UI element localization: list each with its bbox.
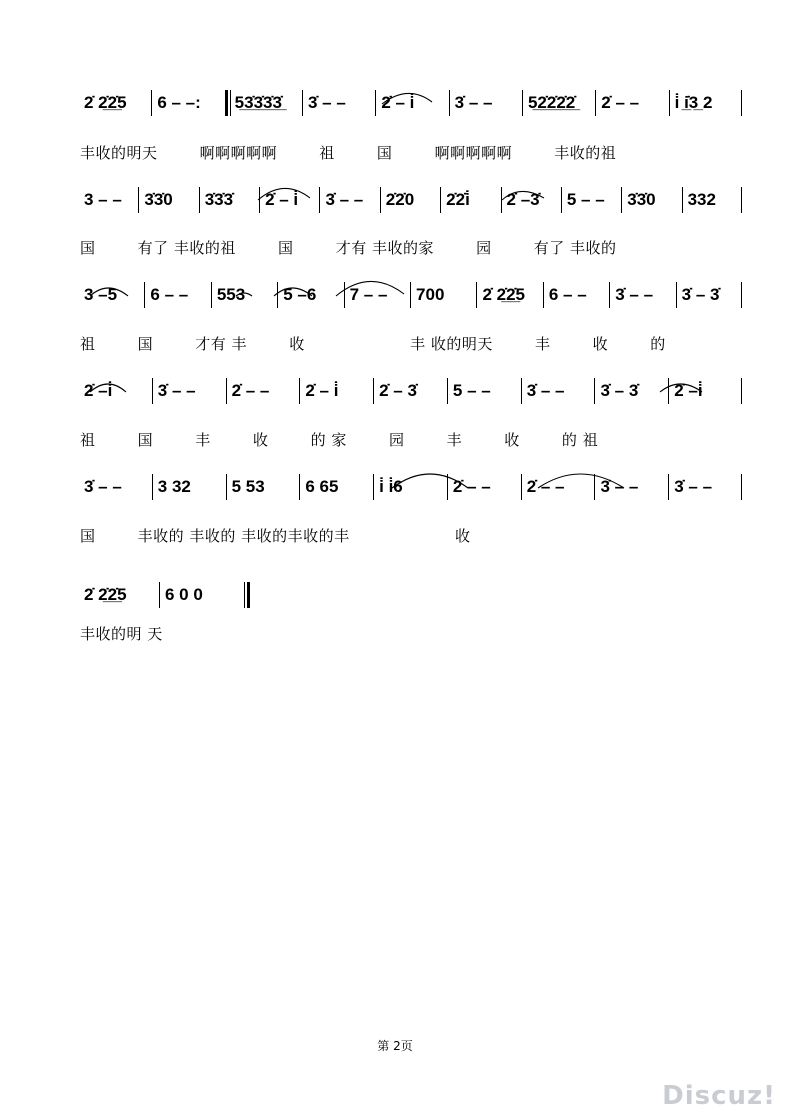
measure: 7 – – bbox=[344, 280, 410, 308]
notation-system-1 bbox=[80, 86, 742, 116]
measure: 2̇2̇i̇ bbox=[440, 185, 500, 213]
final-barline bbox=[244, 582, 250, 608]
measure: 3̇ – 3̇ bbox=[676, 280, 742, 308]
measure: 6 0 0 bbox=[159, 580, 240, 608]
page-number: 第 2页 bbox=[377, 1039, 413, 1053]
measure: 2̇ – – bbox=[226, 376, 300, 404]
measure: 553 bbox=[211, 280, 277, 308]
measure: 5 – – bbox=[447, 376, 521, 404]
measure: 2̇ –i̇ bbox=[668, 376, 742, 404]
lyrics-line-5: 国 丰收的 丰收的 丰收的丰收的丰 收 bbox=[80, 527, 471, 545]
measure: 3̇ – – bbox=[594, 472, 668, 500]
measure: 2̇ –3̇ bbox=[501, 185, 561, 213]
measure-repeat-start: 5̲3̲̇3̲̇3̲̇3̲̇ bbox=[225, 88, 302, 116]
measure: 2̇ – i̇ bbox=[299, 376, 373, 404]
measure: 3̇ – – bbox=[609, 280, 675, 308]
notation-system-5 bbox=[80, 470, 742, 500]
measure: 3 32 bbox=[152, 472, 226, 500]
measure: 3 – – bbox=[84, 190, 122, 209]
measure: 3̇ – 3̇ bbox=[594, 376, 668, 404]
measure: 3̇ – – bbox=[84, 477, 122, 496]
measure: 2̇ – – bbox=[595, 88, 668, 116]
measure: 700 bbox=[410, 280, 476, 308]
measure: 332 bbox=[682, 185, 742, 213]
measure: 2̇ – – bbox=[447, 472, 521, 500]
notation-system-4 bbox=[80, 374, 742, 404]
measure: 6 – –: bbox=[151, 88, 224, 116]
measure: 3̇ – – bbox=[449, 88, 522, 116]
lyrics-line-1: 丰收的明天 啊啊啊啊啊 祖 国 啊啊啊啊啊 丰收的祖 bbox=[80, 144, 617, 162]
measure: 5 – – bbox=[561, 185, 621, 213]
notation-system-3 bbox=[80, 278, 742, 308]
notation-system-2 bbox=[80, 183, 742, 213]
measure: 3̇ – – bbox=[521, 376, 595, 404]
measure: 2̇ –i̇ bbox=[84, 381, 113, 400]
lyrics-line-4: 祖 国 丰 收 的 家 园 丰 收 的 祖 bbox=[80, 431, 599, 449]
measure: 2̇ – 3̇ bbox=[373, 376, 447, 404]
measure: 2̇ – i̇ bbox=[375, 88, 448, 116]
measure: 3 –5 bbox=[84, 285, 118, 304]
lyrics-line-2: 国 有了 丰收的祖 国 才有 丰收的家 园 有了 丰收的 bbox=[80, 239, 617, 257]
measure: 5 53 bbox=[226, 472, 300, 500]
measure: 2̇2̇0 bbox=[380, 185, 440, 213]
measure: i̇ i̲̇3̲ 2 bbox=[669, 88, 742, 116]
measure: 2̇ 2̲̇2̲̇5 bbox=[476, 280, 542, 308]
lyrics-line-3: 祖 国 才有 丰 收 丰 收的明天 丰 收 的 bbox=[80, 335, 666, 353]
measure: 3̇ – – bbox=[668, 472, 742, 500]
measure: 3̇3̇3̇ bbox=[199, 185, 259, 213]
measure: 2̇ – – bbox=[521, 472, 595, 500]
lyrics-line-6: 丰收的明 天 bbox=[80, 625, 163, 643]
measure: 2̇ 2̲̇2̲̇5 bbox=[84, 93, 127, 112]
measure: 3̇3̇0 bbox=[138, 185, 198, 213]
measure: 5̲2̲̇2̲̇2̲̇2̲̇ bbox=[522, 88, 595, 116]
measure: 6 – – bbox=[144, 280, 210, 308]
measure: 3̇ – – bbox=[302, 88, 375, 116]
measure: 5 –6 bbox=[277, 280, 343, 308]
discuz-watermark-logo: Discuz! bbox=[662, 1081, 776, 1111]
measure: 3̇ – – bbox=[152, 376, 226, 404]
measure: 3̇3̇0 bbox=[621, 185, 681, 213]
measure: 2̇ 2̲̇2̲̇5 bbox=[84, 585, 127, 604]
notation-system-6 bbox=[80, 578, 250, 608]
measure: i̇ i̇6 bbox=[373, 472, 447, 500]
measure: 3̇ – – bbox=[319, 185, 379, 213]
measure: 2̇ – i̇ bbox=[259, 185, 319, 213]
measure: 6 65 bbox=[299, 472, 373, 500]
measure: 6 – – bbox=[543, 280, 609, 308]
